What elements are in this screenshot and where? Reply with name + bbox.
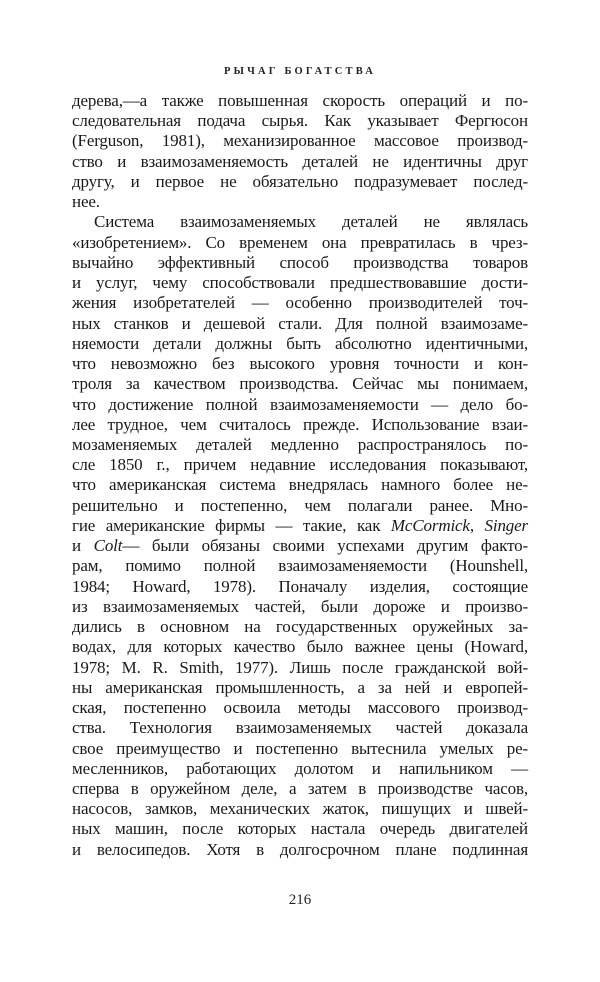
- text-run: гие американские фирмы — такие, как: [72, 515, 391, 535]
- text-line: «изобретением». Со временем она превратилась в чрез-: [72, 232, 528, 252]
- text-line: ных машин, после которых настала очередь двигателей: [72, 819, 528, 839]
- text-line: троля за качеством производства. Сейчас мы понимаем,: [72, 374, 528, 394]
- text-line: ская, постепенно освоила методы массового производ-: [72, 698, 528, 718]
- text-line-mixed: [72, 516, 528, 536]
- page-number: 216: [288, 892, 312, 908]
- text-line: водах, для которых качество было важнее цены (Howard,: [72, 637, 528, 657]
- text-line: из взаимозаменяемых частей, были дороже и произво-: [72, 596, 528, 616]
- text-line: дились в основном на государственных оружейных за-: [72, 617, 528, 637]
- text-line: нее.: [72, 192, 100, 212]
- text-line: ства. Технология взаимозаменяемых частей доказала: [72, 718, 528, 738]
- text-line: няемости детали должны быть абсолютно идентичными,: [72, 333, 528, 353]
- text-line: сперва в оружейном деле, а затем в производстве часов,: [72, 778, 528, 798]
- text-line-mixed: [72, 536, 528, 556]
- text-run: — были обязаны своими успехами другим факто-: [122, 536, 528, 556]
- text-line: что достижение полной взаимозаменяемости — дело бо-: [72, 394, 528, 414]
- text-line: следовательная подача сырья. Как указывает Фергюсон: [72, 111, 528, 131]
- italic-firm-name: Singer: [484, 515, 528, 535]
- text-run: ,: [469, 515, 485, 535]
- text-line: сле 1850 г., причем недавние исследования показывают,: [72, 455, 528, 475]
- text-line: и велосипедов. Хотя в долгосрочном плане подлинная: [72, 839, 528, 859]
- text-line: ство и взаимозаменяемость деталей не идентичны друг: [72, 151, 528, 171]
- text-line: ны американская промышленность, а за ней и европей-: [72, 677, 528, 697]
- text-run: и: [72, 536, 94, 556]
- text-line: жения изобретателей — особенно производителей точ-: [72, 293, 528, 313]
- running-head: РЫЧАГ БОГАТСТВА: [223, 66, 377, 77]
- italic-firm-name: McCormick: [390, 515, 470, 535]
- text-line: и услуг, чему способствовали предшествовавшие дости-: [72, 273, 528, 293]
- text-line: ных станков и дешевой стали. Для полной взаимозаме-: [72, 313, 528, 333]
- text-line: вычайно эффективный способ производства товаров: [72, 252, 528, 272]
- text-line: что американская система внедрялась намного более не-: [72, 475, 528, 495]
- text-line: (Ferguson, 1981), механизированное массовое производ-: [72, 131, 528, 151]
- text-line: месленников, работающих долотом и напильником —: [72, 758, 528, 778]
- italic-firm-name: Colt: [93, 536, 123, 556]
- body-text: [72, 91, 528, 860]
- text-line: 1978; M. R. Smith, 1977). Лишь после гражданской вой-: [72, 657, 528, 677]
- text-line: рам, помимо полной взаимозаменяемости (Hounshell,: [72, 556, 528, 576]
- text-line: решительно и постепенно, чем полагали ранее. Мно-: [72, 495, 528, 515]
- text-line: насосов, замков, механических жаток, пишущих и швей-: [72, 799, 528, 819]
- text-line: Система взаимозаменяемых деталей не являлась: [94, 212, 528, 232]
- text-line: что невозможно без высокого уровня точности и кон-: [72, 354, 528, 374]
- text-line: 1984; Howard, 1978). Поначалу изделия, состоящие: [72, 576, 528, 596]
- text-line: лее трудное, чем считалось прежде. Использование взаи-: [72, 414, 528, 434]
- text-line: другу, и первое не обязательно подразумевает послед-: [72, 171, 528, 191]
- text-line: дерева,—а также повышенная скорость операций и по-: [72, 91, 528, 110]
- text-line: свое преимущество и постепенно вытеснила умелых ре-: [72, 738, 528, 758]
- text-line: мозаменяемых деталей медленно распространялось по-: [72, 434, 528, 454]
